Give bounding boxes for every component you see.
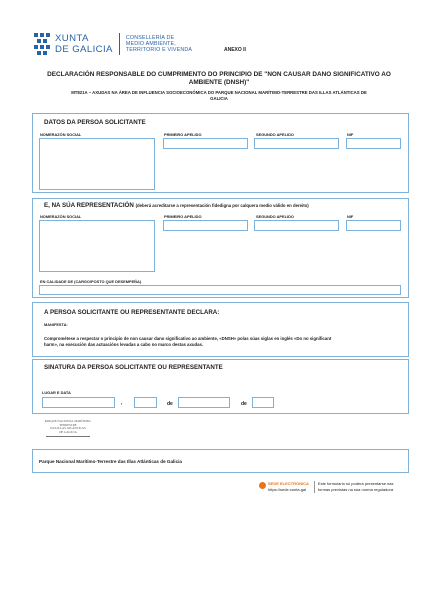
representative-surname2-field[interactable] bbox=[254, 220, 339, 231]
declaration-text-line2: harm», na execución das actuacións levadas a cabo no marco destas axudas. bbox=[44, 342, 204, 347]
brand-name bbox=[55, 33, 113, 55]
signature-title: SINATURA DA PERSOA SOLICITANTE OU REPRESENTANTE bbox=[44, 364, 223, 371]
applicant-title: DATOS DA PERSOA SOLICITANTE bbox=[44, 119, 146, 126]
declaration-text bbox=[44, 336, 404, 348]
page-header bbox=[34, 30, 192, 58]
conselleria-name bbox=[126, 35, 192, 54]
logo-divider bbox=[119, 33, 120, 55]
applicant-nif-label: NIF bbox=[347, 132, 354, 137]
park-seal bbox=[36, 420, 100, 438]
place-field[interactable] bbox=[42, 397, 115, 408]
title-line1: DECLARACIÓN RESPONSABLE DO CUMPRIMENTO DO PRINCIPIO DE "NON CAUSAR DANO SIGNIFICATIVO AO bbox=[47, 71, 391, 78]
brand-line1: XUNTA bbox=[55, 33, 89, 44]
document-subtitle bbox=[36, 90, 402, 101]
month-year-separator: de bbox=[241, 401, 247, 407]
day-month-separator: de bbox=[167, 401, 173, 407]
sede-logo-icon bbox=[259, 482, 266, 489]
sede-info bbox=[268, 481, 309, 493]
applicant-surname2-field[interactable] bbox=[254, 138, 339, 149]
representative-title-note: (deberá acreditarse a representación fidedigna por calquera medio válido en dereito) bbox=[135, 203, 309, 208]
representative-surname2-label: SEGUNDO APELIDO bbox=[256, 214, 294, 219]
conselleria-line2: MEDIO AMBIENTE, bbox=[125, 40, 176, 47]
sede-url[interactable]: https://sede.xunta.gal bbox=[268, 487, 307, 492]
document-title bbox=[36, 71, 402, 88]
applicant-surname2-label: SEGUNDO APELIDO bbox=[256, 132, 294, 137]
sede-name: SEDE ELECTRÓNICA bbox=[268, 481, 309, 486]
year-field[interactable] bbox=[252, 397, 274, 408]
representative-surname1-field[interactable] bbox=[163, 220, 248, 231]
title-line2: AMBIENTE (DNSH)" bbox=[188, 79, 250, 87]
day-field[interactable] bbox=[134, 397, 157, 408]
seal-line3: DE GALICIA bbox=[59, 430, 77, 435]
addressee-box bbox=[32, 449, 409, 473]
month-field[interactable] bbox=[178, 397, 230, 408]
sede-note-line2: formas previstas na súa norma reguladora bbox=[317, 487, 394, 492]
conselleria-line1: CONSELLERÍA DE bbox=[125, 34, 175, 41]
signature-section bbox=[32, 359, 409, 414]
sede-note bbox=[314, 481, 394, 493]
seal-line1: PARQUE NACIONAL MARÍTIMO-TERRESTRE bbox=[44, 419, 92, 427]
seal-line2: DAS ILLAS ATLÁNTICAS bbox=[50, 426, 86, 431]
representative-title bbox=[44, 202, 309, 209]
declaration-section bbox=[32, 302, 409, 357]
representative-name-field[interactable] bbox=[39, 220, 155, 272]
representative-section bbox=[32, 198, 409, 298]
applicant-nif-field[interactable] bbox=[346, 138, 401, 149]
applicant-section bbox=[32, 113, 409, 193]
subtitle-line2: GALICIA bbox=[210, 95, 228, 101]
sede-note-line1: Este formulario só poderá presentarse nas bbox=[317, 481, 394, 486]
subtitle-line1: MT821A – AXUDAS NA ÁREA DE INFLUENCIA SOCIOECONÓMICA DO PARQUE NACIONAL MARÍTIMO-TERRESTRE DAS ILLAS ATLÁNTICAS DE bbox=[71, 90, 367, 95]
representative-title-text: E, NA SÚA REPRESENTACIÓN bbox=[44, 202, 134, 209]
applicant-name-field[interactable] bbox=[39, 138, 155, 190]
place-date-comma: , bbox=[121, 400, 123, 406]
representative-nif-field[interactable] bbox=[346, 220, 401, 231]
declaration-text-line1: Comprométese a respectar o principio de non causar dano significativo ao ambiente, «DNSH» polas súas siglas en inglés «Do no significant bbox=[44, 336, 332, 341]
applicant-surname1-field[interactable] bbox=[163, 138, 248, 149]
brand-line2: DE GALICIA bbox=[55, 44, 113, 55]
representative-capacity-field[interactable] bbox=[39, 285, 401, 295]
representative-surname1-label: PRIMEIRO APELIDO bbox=[164, 214, 202, 219]
annex-label: ANEXO II bbox=[224, 47, 246, 53]
manifesta-label: MANIFESTA: bbox=[44, 322, 68, 327]
declaration-title: A PERSOA SOLICITANTE OU REPRESENTANTE DECLARA: bbox=[44, 309, 220, 316]
conselleria-line3: TERRITORIO E VIVENDA bbox=[125, 47, 193, 54]
applicant-name-label: NOMERAZÓN SOCIAL bbox=[40, 132, 82, 137]
representative-nif-label: NIF bbox=[347, 214, 354, 219]
representative-capacity-label: EN CALIDADE DE (CARGO/POSTO QUE DESEMPEÑA) bbox=[40, 279, 142, 284]
sede-electronica bbox=[259, 481, 394, 493]
seal-rule bbox=[46, 436, 90, 437]
addressee-text: Parque Nacional Marítimo-Terrestre das Illas Atlánticas de Galicia bbox=[39, 459, 182, 464]
representative-name-label: NOMERAZÓN SOCIAL bbox=[40, 214, 82, 219]
applicant-surname1-label: PRIMEIRO APELIDO bbox=[164, 132, 202, 137]
place-date-label: LUGAR E DATA bbox=[42, 390, 71, 395]
xunta-logo-icon bbox=[34, 33, 50, 55]
